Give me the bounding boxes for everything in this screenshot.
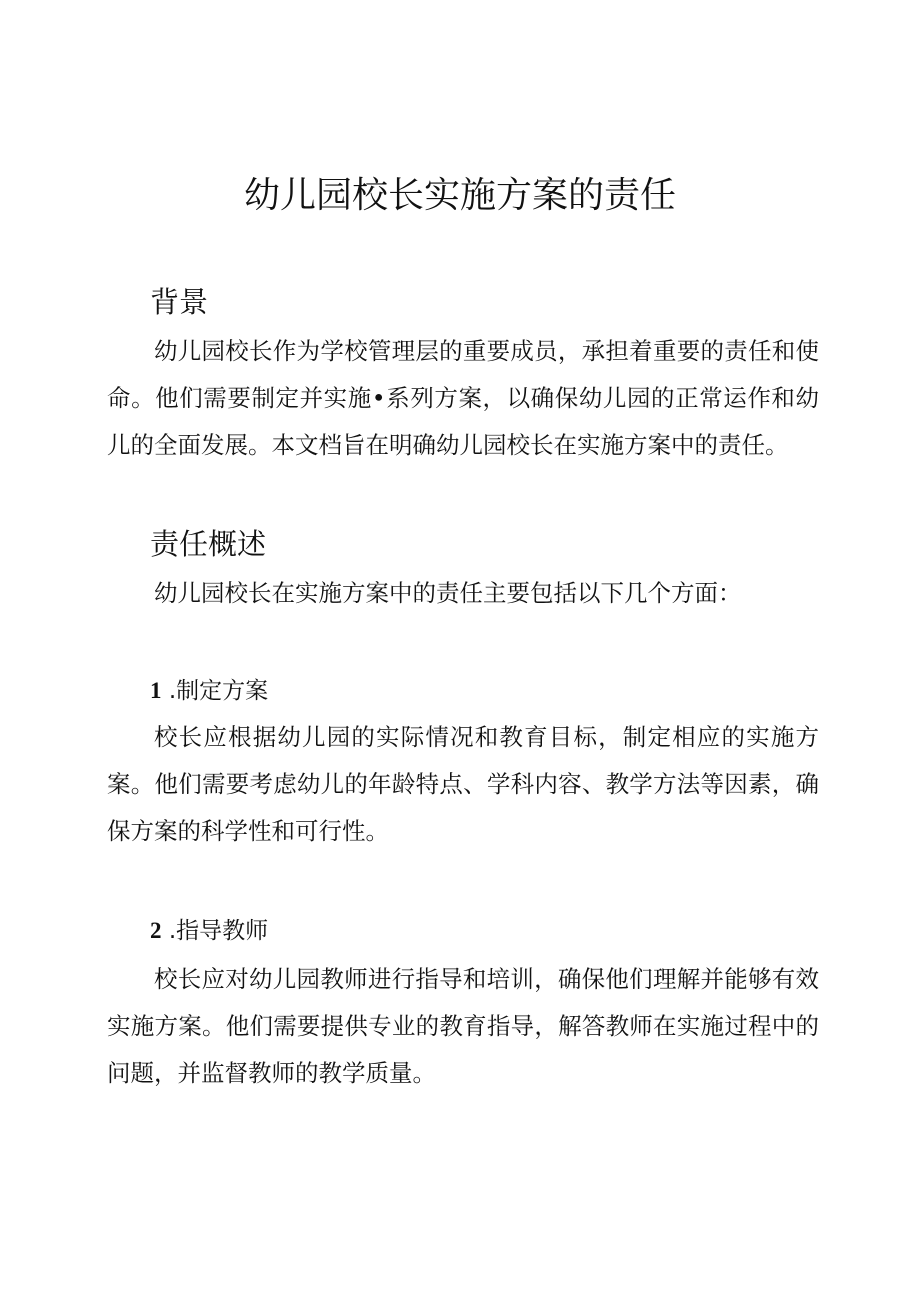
- item-2-number: 2: [150, 918, 162, 943]
- page-title: 幼儿园校长实施方案的责任: [243, 175, 676, 216]
- section-heading-overview: 责任概述: [150, 527, 267, 561]
- subheading-item-2: [150, 915, 268, 947]
- item-1-number: 1: [150, 678, 162, 703]
- paragraph-item-2: 校长应对幼儿园教师进行指导和培训，确保他们理解并能够有效实施方案。他们需要提供专业的教育指导，解答教师在实施过程中的问题，并监督教师的教学质量。: [107, 965, 819, 1087]
- paragraph-background: 幼儿园校长作为学校管理层的重要成员，承担着重要的责任和使命。他们需要制定并实施•系列方案，以确保幼儿园的正常运作和幼儿的全面发展。本文档旨在明确幼儿园校长在实施方案中的责任。: [107, 337, 819, 459]
- section-heading-background: 背景: [150, 285, 209, 319]
- paragraph-overview: 幼儿园校长在实施方案中的责任主要包括以下几个方面：: [154, 579, 742, 607]
- subheading-item-1: [150, 675, 268, 707]
- item-2-title: .指导教师: [168, 918, 269, 944]
- paragraph-item-1: 校长应根据幼儿园的实际情况和教育目标，制定相应的实施方案。他们需要考虑幼儿的年龄特点、学科内容、教学方法等因素，确保方案的科学性和可行性。: [107, 723, 819, 845]
- item-1-title: .制定方案: [168, 678, 269, 704]
